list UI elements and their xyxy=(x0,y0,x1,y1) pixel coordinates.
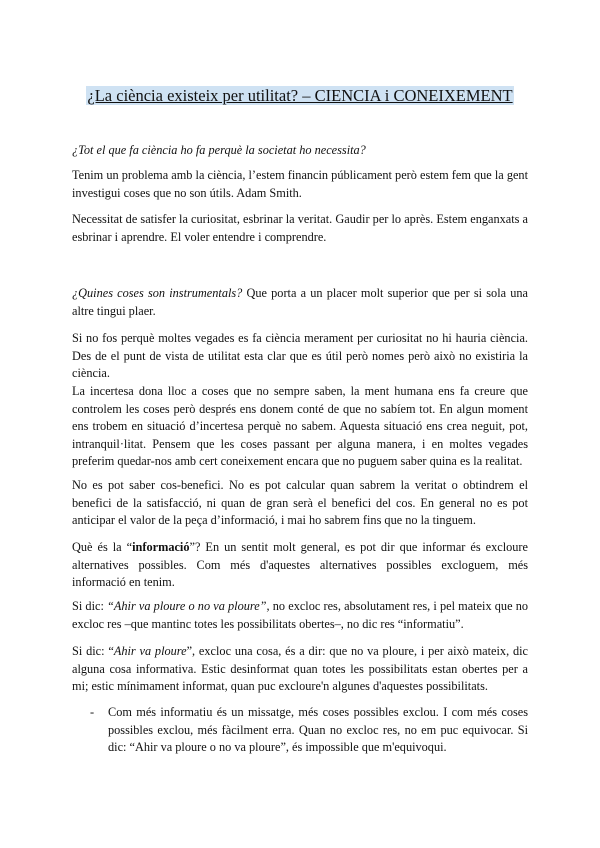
paragraph xyxy=(72,330,528,383)
italic-quote: “Ahir va ploure o no va ploure”, xyxy=(107,599,270,613)
paragraph-text: La incertesa dona lloc a coses que no sempre saben, la ment humana ens fa creure que controlem les coses però després ens donem conté de que no sabíem tot. En algun moment ens trobem en situació d’incertesa perquè no sabem. Aquesta situació ens crea neguit, pot, intranquil·litat. Pensem que les coses passant per alguna manera, i en moltes vegades preferim quedar-nos amb cert coneixement encara que no puguem saber quina es la realitat. xyxy=(72,384,528,469)
paragraph-text: Què és la “ xyxy=(72,540,133,554)
paragraph xyxy=(72,211,528,246)
bullet-text: Com més informatiu és un missatge, més coses possibles exclou. I com més coses possibles exclou, més fàcilment erra. Quan no excloc res, no em puc equivocar. Si dic: “Ahir va ploure o no va ploure”, és impossible que m'equivoqui. xyxy=(108,705,528,755)
paragraph xyxy=(72,643,528,696)
paragraph-text: Si dic: “ xyxy=(72,644,114,658)
paragraph xyxy=(72,598,528,633)
paragraph xyxy=(72,167,528,202)
paragraph-text: no excloc res, absolutament res, i pel mateix que no excloc res –que mantinc totes les possibilitats obertes–, no dic res “informatiu”. xyxy=(72,599,529,631)
paragraph-text: No es pot saber cos-benefici. No es pot calcular quan sabrem la veritat o obtindrem el benefici de la satisfacció, ni quan de gran serà el benefici del cos. En general no es pot anticipar el valor de la peça d’informació, i mai ho sabrem fins que no la tinguem. xyxy=(72,478,528,528)
paragraph xyxy=(72,285,528,320)
title-text: ¿La ciència existeix per utilitat? – CIENCIA i CONEIXEMENT xyxy=(87,86,513,105)
bullet-item xyxy=(90,704,528,757)
paragraph xyxy=(72,383,528,471)
paragraph-text: Que porta a un placer molt superior que per si sola una altre tingui plaer. xyxy=(72,286,528,318)
paragraph-text: ”? En un sentit molt general, es pot dir que informar és excloure alternatives possibles. Com més d'aquestes alternatives possibles excloguem, més informació en tenim. xyxy=(72,540,528,590)
document-title xyxy=(72,86,528,106)
paragraph-text: Tenim un problema amb la ciència, l’estem financin públicament però estem fem que la gent investigui coses que no son útils. Adam Smith. xyxy=(72,168,528,200)
paragraph-text: ”, excloc una cosa, és a dir: que no va ploure, i per això mateix, dic alguna cosa informativa. Estic desinformat quan totes les possibilitats estan obertes per a mi; estic mínimament informat, quan puc excloure'n algunes d'aquestes possibilitats. xyxy=(72,644,529,694)
bold-term: informació xyxy=(132,540,190,554)
paragraph-text: Si no fos perquè moltes vegades es fa ciència merament per curiositat no hi hauria ciència. Des de el punt de vista de utilitat esta clar que es útil però nomes però això no existiria la ciència. xyxy=(72,331,528,381)
italic-question: ¿Tot el que fa ciència ho fa perquè la societat ho necessita? xyxy=(72,143,366,157)
paragraph-text: Necessitat de satisfer la curiositat, esbrinar la veritat. Gaudir per lo après. Estem enganxats a esbrinar i aprendre. El voler entendre i comprendre. xyxy=(72,212,528,244)
paragraph-text: Si dic: xyxy=(72,599,108,613)
italic-quote: Ahir va ploure xyxy=(113,644,187,658)
bullet-marker: - xyxy=(90,705,95,719)
paragraph-question xyxy=(72,142,528,160)
paragraph xyxy=(72,477,528,530)
italic-question: ¿Quines coses son instrumentals? xyxy=(72,286,243,300)
paragraph xyxy=(72,539,528,592)
